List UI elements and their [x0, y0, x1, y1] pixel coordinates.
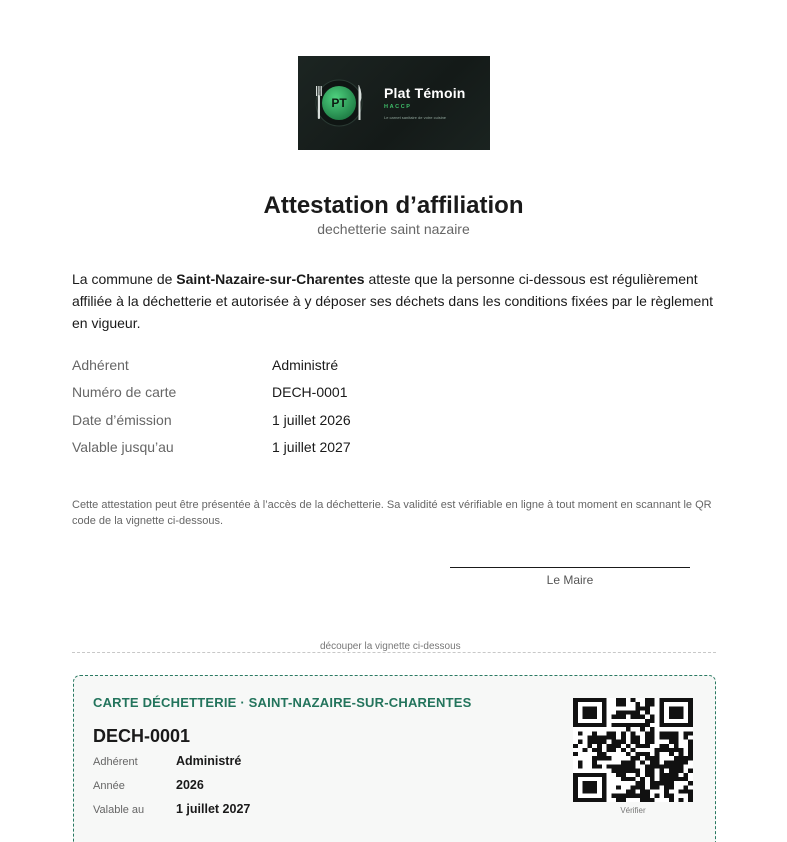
card-row-valid-until: [93, 802, 250, 816]
card-number: DECH-0001: [93, 726, 191, 746]
detail-label: Adhérent: [72, 356, 129, 373]
card-value: 2026: [176, 778, 204, 792]
detail-label: Valable jusqu’au: [72, 439, 174, 456]
card-header: CARTE DÉCHETTERIE · SAINT-NAZAIRE-SUR-CHARENTES: [93, 695, 472, 710]
card-value: 1 juillet 2027: [176, 802, 251, 816]
detail-value: 1 juillet 2027: [272, 439, 351, 456]
document-title: Attestation d’affiliation: [263, 192, 524, 219]
detail-row-card-number: [72, 379, 472, 407]
validity-notice: Cette attestation peut être présentée à l’accès de la déchetterie. Sa validité est vérifiable en ligne à tout moment en scannant le QR code de la vignette ci-dessous.: [72, 499, 712, 527]
signature-line: [450, 567, 690, 568]
affiliation-details: [72, 351, 472, 461]
intro-prefix: La commune de: [72, 271, 177, 287]
card-label: Valable au: [93, 804, 145, 816]
verify-label: Vérifier: [620, 806, 646, 815]
brand-logo: [298, 56, 490, 150]
card-value: Administré: [176, 754, 242, 768]
detail-row-issue-date: [72, 406, 472, 434]
card-label: Année: [93, 780, 125, 792]
card-label: Adhérent: [93, 756, 138, 768]
detail-row-valid-until: [72, 434, 472, 462]
detail-value: 1 juillet 2026: [272, 411, 351, 428]
membership-card: [73, 675, 716, 842]
commune-name: Saint-Nazaire-sur-Charentes: [176, 271, 365, 287]
cut-label: découper la vignette ci-dessous: [312, 641, 469, 652]
intro-suffix: atteste que la personne ci-dessous est régulièrement affiliée à la déchetterie et autorisée à y déposer ses déchets dans les conditions fixées par le règlement en vigueur.: [72, 271, 714, 331]
logo-tagline: Le carnet sanitaire de votre cuisine: [384, 115, 447, 120]
logo-initials: PT: [331, 96, 347, 110]
detail-label: Numéro de carte: [72, 384, 177, 401]
detail-value: Administré: [272, 356, 339, 373]
signature-label: Le Maire: [546, 573, 594, 587]
logo-subtitle: HACCP: [384, 104, 412, 110]
cut-line: [72, 652, 716, 653]
card-row-year: [93, 778, 204, 792]
intro-paragraph: [72, 268, 722, 334]
logo-name: Plat Témoin: [384, 85, 466, 101]
detail-label: Date d’émission: [72, 411, 172, 428]
card-row-adherent: [93, 754, 241, 768]
document-subtitle: dechetterie saint nazaire: [317, 221, 470, 237]
detail-row-adherent: [72, 351, 472, 379]
qr-code-icon[interactable]: [573, 698, 693, 802]
detail-value: DECH-0001: [272, 384, 348, 401]
